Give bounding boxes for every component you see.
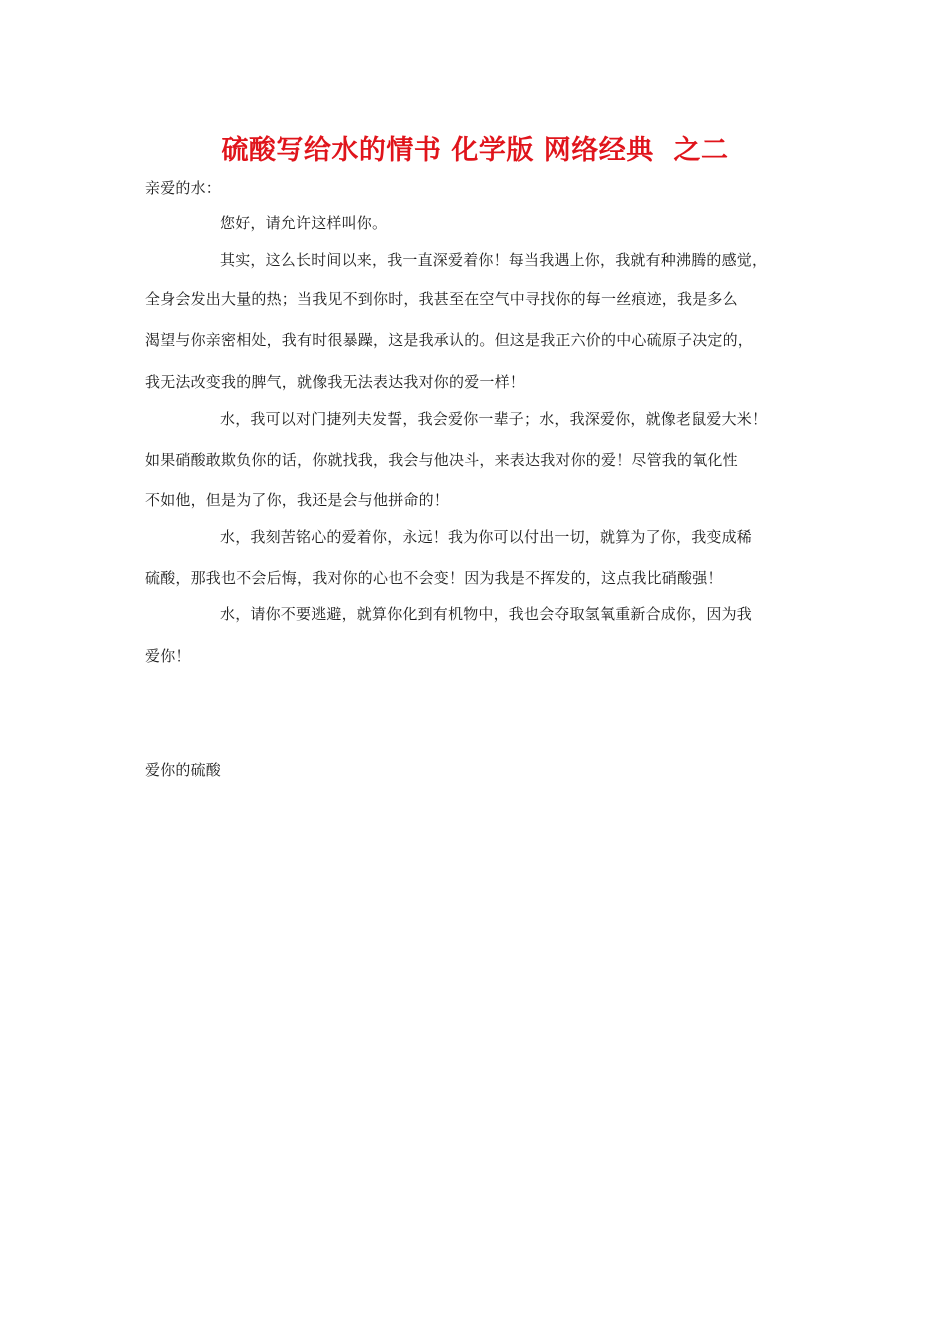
- paragraph-line: 爱你！: [145, 647, 191, 665]
- paragraph-line: 渴望与你亲密相处，我有时很暴躁，这是我承认的。但这是我正六价的中心硫原子决定的，: [145, 331, 754, 349]
- salutation: 亲爱的水：: [145, 179, 222, 197]
- page-title: 硫酸写给水的情书 化学版 网络经典 之二: [221, 135, 729, 166]
- signature: 爱你的硫酸: [145, 761, 222, 779]
- paragraph-line: 硫酸，那我也不会后悔，我对你的心也不会变！因为我是不挥发的，这点我比硝酸强！: [145, 569, 723, 587]
- paragraph-line: 水，请你不要逃避，就算你化到有机物中，我也会夺取氢氧重新合成你，因为我: [220, 605, 753, 623]
- paragraph-line: 您好，请允许这样叫你。: [220, 214, 388, 232]
- paragraph-line: 其实，这么长时间以来，我一直深爱着你！每当我遇上你，我就有种沸腾的感觉，: [220, 251, 768, 269]
- paragraph-line: 我无法改变我的脾气，就像我无法表达我对你的爱一样！: [145, 373, 526, 391]
- paragraph-line: 如果硝酸敢欺负你的话，你就找我，我会与他决斗，来表达我对你的爱！尽管我的氧化性: [145, 451, 738, 469]
- paragraph-line: 水，我刻苦铭心的爱着你，永远！我为你可以付出一切，就算为了你，我变成稀: [220, 528, 753, 546]
- paragraph-line: 水，我可以对门捷列夫发誓，我会爱你一辈子；水，我深爱你，就像老鼠爱大米！: [220, 410, 768, 428]
- paragraph-line: 不如他，但是为了你，我还是会与他拼命的！: [145, 491, 450, 509]
- paragraph-line: 全身会发出大量的热；当我见不到你时，我甚至在空气中寻找你的每一丝痕迹，我是多么: [145, 290, 738, 308]
